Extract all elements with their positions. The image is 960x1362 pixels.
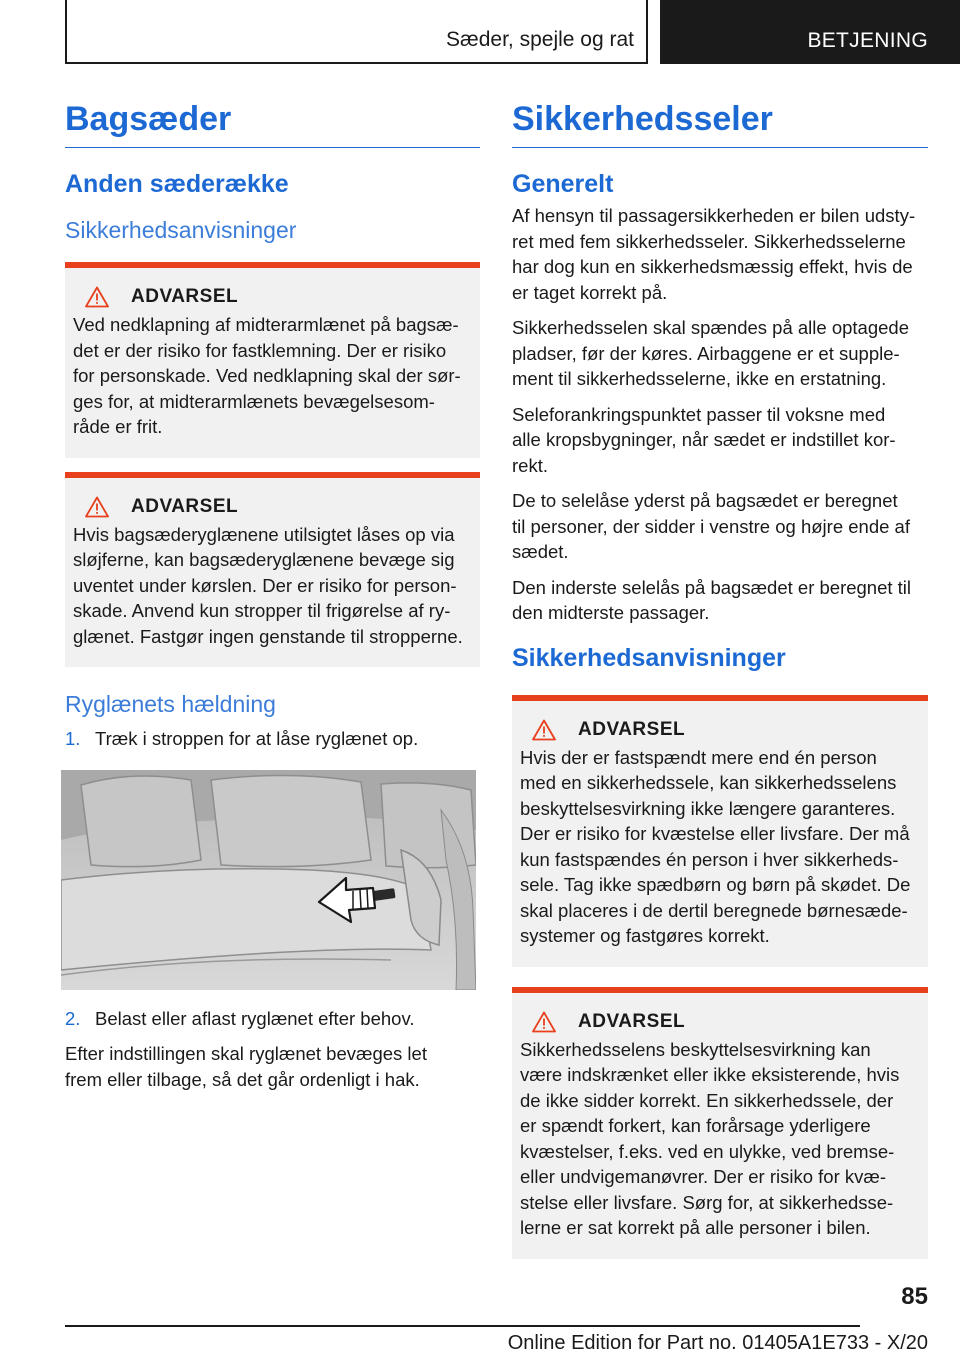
text-line: lerne er sat korrekt på alle personer i bilen.	[520, 1217, 871, 1238]
recline-heading: Ryglænets hældning	[65, 691, 276, 717]
text-line: pladser, før der køres. Airbaggene er et supple-	[512, 342, 900, 364]
safety-heading: Sikkerhedsanvisninger	[512, 643, 786, 672]
text-line: Sikkerhedsselens beskyttelsesvirkning kan	[520, 1038, 871, 1060]
step-item	[65, 1006, 480, 1032]
chapter-title: BETJENING	[807, 29, 928, 52]
text-line: alle kropsbygninger, når sædet er indstillet kor-	[512, 429, 896, 450]
left-column	[65, 100, 480, 1102]
text-line: sele. Tag ikke spædbørn og børn på skødet. De	[520, 874, 911, 895]
warning-title: ADVARSEL	[131, 286, 239, 307]
text-line: sløjferne, kan bagsæderyglænene bevæge sig	[73, 549, 455, 570]
step-text: Belast eller aflast ryglænet efter behov.	[95, 1007, 415, 1029]
step-text: Træk i stroppen for at låse ryglænet op.	[95, 728, 419, 749]
chapter-tab	[660, 0, 960, 64]
paragraph	[512, 402, 928, 479]
text-line: ret med fem sikkerhedsseler. Sikkerhedsselerne	[512, 230, 906, 252]
warning-header	[85, 286, 472, 308]
safety-heading: Sikkerhedsanvisninger	[65, 217, 297, 243]
rear-seat-strap-photo	[61, 770, 476, 990]
section-heading: Sikkerhedsseler	[512, 100, 928, 148]
warning-header	[532, 1011, 920, 1033]
text-line: sædet.	[512, 541, 569, 562]
general-heading: Generelt	[512, 170, 614, 198]
step-item	[65, 726, 480, 752]
text-line: Hvis der er fastspændt mere end én person	[520, 746, 877, 768]
text-line: beskyttelsesvirkning ikke længere garanteres.	[520, 797, 896, 819]
footer-divider	[65, 1325, 860, 1327]
paragraph	[512, 488, 928, 565]
text-line: Den inderste selelås på bagsædet er beregnet til	[512, 576, 912, 598]
right-column	[512, 100, 928, 1273]
step-number: 1.	[65, 728, 81, 749]
text-line: har dog kun en sikkerhedsmæssig effekt, hvis de	[512, 256, 913, 277]
warning-box	[65, 472, 480, 668]
paragraph	[512, 315, 928, 392]
paragraph	[512, 575, 928, 626]
text-line: kvæstelser, f.eks. ved en ulykke, ved bremse-	[520, 1140, 895, 1162]
subtitle: Anden sæderække	[65, 170, 289, 198]
warning-text	[73, 312, 472, 440]
warning-text	[520, 745, 920, 949]
warning-text	[520, 1037, 920, 1241]
text-line: glænet. Fastgør ingen genstande til stropperne.	[73, 625, 463, 647]
page-title: Bagsæder	[65, 100, 480, 148]
text-line: Af hensyn til passagersikkerheden er bilen udsty-	[512, 205, 916, 226]
text-line: Der er risiko for kvæstelse eller livsfare. Der må	[520, 823, 910, 844]
text-line: den midterste passager.	[512, 602, 710, 623]
edition-note: Online Edition for Part no. 01405A1E733 - X/20	[507, 1332, 928, 1354]
warning-box	[512, 695, 928, 967]
text-line: råde er frit.	[73, 416, 163, 437]
text-line: Seleforankringspunktet passer til voksne med	[512, 403, 886, 425]
text-line: kun fastspændes én person i hver sikkerheds-	[520, 848, 899, 870]
text-line: ment til sikkerhedsselerne, ikke en erstatning.	[512, 368, 887, 389]
warning-triangle-icon	[532, 719, 556, 741]
text-line: det er der risiko for fastklemning. Der er risiko	[73, 339, 447, 361]
text-line: uventet under kørslen. Der er risiko for person-	[73, 574, 457, 596]
text-line: Efter indstillingen skal ryglænet bevæges let	[65, 1043, 427, 1064]
text-line: med en sikkerhedssele, kan sikkerhedsselens	[520, 772, 897, 793]
text-line: være indskrænket eller ikke eksisterende, hvis	[520, 1064, 900, 1085]
warning-triangle-icon	[532, 1011, 556, 1033]
text-line: De to selelåse yderst på bagsædet er beregnet	[512, 490, 898, 511]
text-line: skade. Anvend kun stropper til frigørelse af ry-	[73, 600, 451, 621]
text-line: for personskade. Ved nedklapning skal der sør-	[73, 365, 461, 386]
paragraph	[512, 203, 928, 305]
paragraph	[65, 1041, 480, 1092]
warning-title: ADVARSEL	[578, 1010, 686, 1032]
text-line: de ikke sidder korrekt. En sikkerhedssele, der	[520, 1089, 894, 1111]
text-line: frem eller tilbage, så det går ordenligt i hak.	[65, 1068, 420, 1090]
warning-header	[532, 719, 920, 741]
warning-title: ADVARSEL	[131, 495, 239, 517]
page-number: 85	[901, 1283, 928, 1310]
text-line: skal placeres i de dertil beregnede børnesæde-	[520, 899, 908, 921]
text-line: Hvis bagsæderyglænene utilsigtet låses op via	[73, 523, 455, 545]
warning-header	[85, 496, 472, 518]
running-header-box	[65, 0, 648, 64]
warning-text	[73, 522, 472, 650]
warning-triangle-icon	[85, 286, 109, 308]
text-line: til personer, der sidder i venstre og højre ende af	[512, 515, 910, 537]
text-line: Sikkerhedsselen skal spændes på alle optagede	[512, 317, 909, 338]
step-number: 2.	[65, 1007, 81, 1029]
warning-title: ADVARSEL	[578, 718, 686, 740]
warning-triangle-icon	[85, 496, 109, 518]
text-line: eller undvigemanøvrer. Der er risiko for kvæ-	[520, 1166, 886, 1187]
warning-box	[65, 262, 480, 458]
text-line: Ved nedklapning af midterarmlænet på bagsæ-	[73, 314, 459, 335]
text-line: er taget korrekt på.	[512, 281, 668, 303]
text-line: stelse eller livsfare. Sørg for, at sikkerhedsse-	[520, 1191, 894, 1213]
text-line: ges for, at midterarmlænets bevægelsesom-	[73, 390, 435, 412]
text-line: er spændt forkert, kan forårsage yderligere	[520, 1115, 871, 1136]
warning-box	[512, 987, 928, 1259]
text-line: rekt.	[512, 454, 548, 476]
seat-illustration	[61, 770, 476, 990]
text-line: systemer og fastgøres korrekt.	[520, 925, 770, 946]
section-title: Sæder, spejle og rat	[446, 28, 634, 51]
